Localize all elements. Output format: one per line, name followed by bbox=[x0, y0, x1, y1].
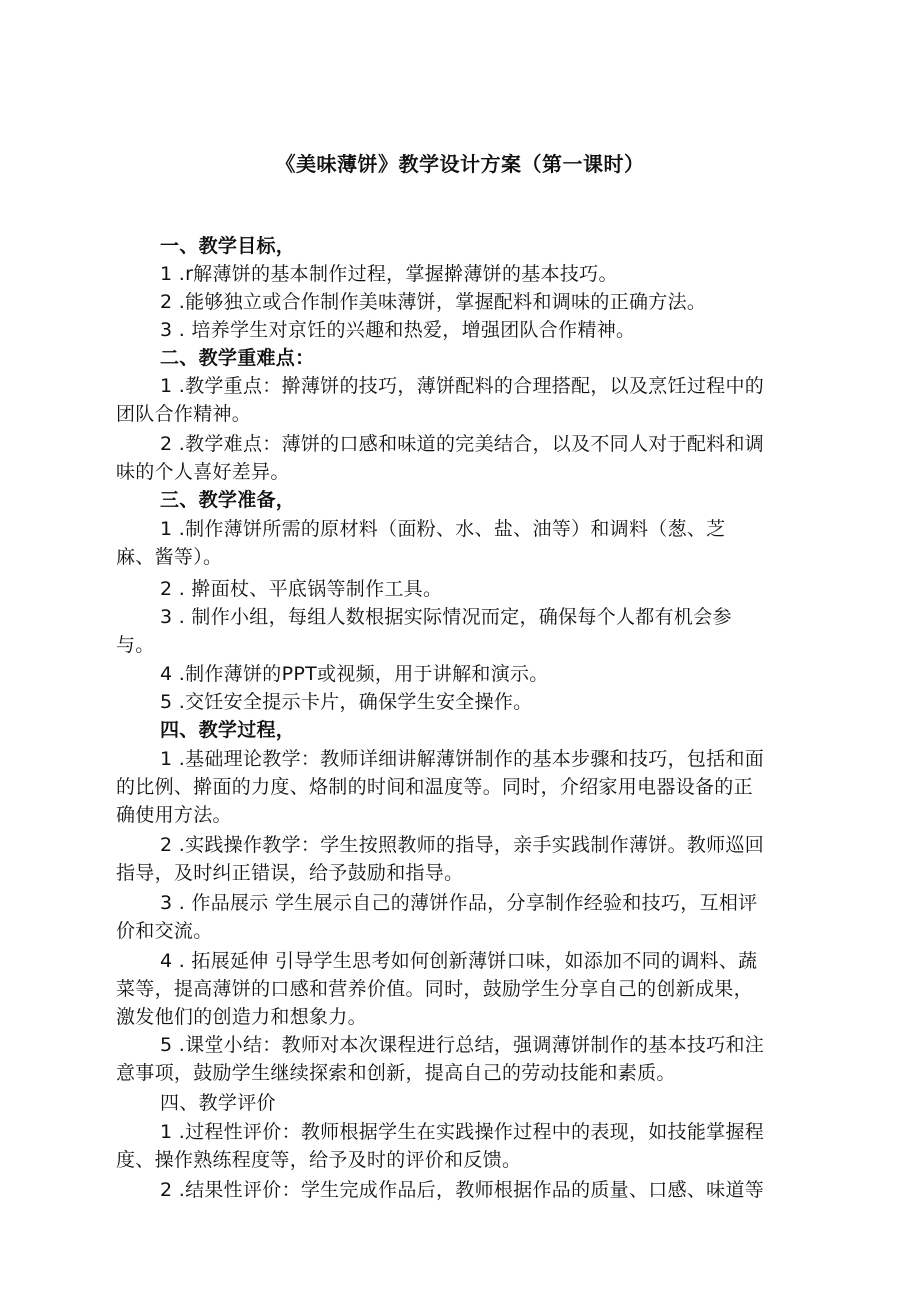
section-heading-preparation: 三、教学准备， bbox=[160, 489, 296, 511]
paragraph-line: 4 . 拓展延伸 引导学生思考如何创新薄饼口味，如添加不同的调料、蔬 bbox=[160, 950, 758, 972]
paragraph-line: 1 .基础理论教学：教师详细讲解薄饼制作的基本步骤和技巧，包括和面 bbox=[160, 748, 765, 770]
paragraph-line: 2 .教学难点：薄饼的口感和味道的完美结合，以及不同人对于配料和调 bbox=[160, 433, 765, 455]
paragraph-line: 的比例、擀面的力度、烙制的时间和温度等。同时，介绍家用电器设备的正 bbox=[116, 776, 753, 798]
paragraph-line: 1 .过程性评价：教师根据学生在实践操作过程中的表现，如技能掌握程 bbox=[160, 1121, 765, 1143]
paragraph-line: 意事项，鼓励学生继续探索和创新，提高自己的劳动技能和素质。 bbox=[116, 1062, 676, 1084]
paragraph-line: 2 .实践操作教学：学生按照教师的指导，亲手实践制作薄饼。教师巡回 bbox=[160, 834, 765, 856]
section-heading-key-points: 二、教学重难点： bbox=[160, 347, 315, 369]
paragraph-line: 菜等，提高薄饼的口感和营养价值。同时，鼓励学生分享自己的创新成果， bbox=[116, 978, 753, 1000]
paragraph-line: 味的个人喜好差异。 bbox=[116, 461, 290, 483]
paragraph-line: 激发他们的创造力和想象力。 bbox=[116, 1006, 367, 1028]
paragraph-line: 与。 bbox=[116, 634, 155, 656]
paragraph-line: 指导，及时纠正错误，给予鼓励和指导。 bbox=[116, 862, 464, 884]
paragraph-line: 度、操作熟练程度等，给予及时的评价和反馈。 bbox=[116, 1149, 522, 1171]
document-title: 《美味薄饼》教学设计方案（第一课时） bbox=[275, 152, 645, 176]
paragraph-line: 5 .交饪安全提示卡片，确保学生安全操作。 bbox=[160, 691, 533, 713]
paragraph-line: 2 . 擀面杖、平底锅等制作工具。 bbox=[160, 578, 443, 600]
section-heading-process: 四、教学过程， bbox=[160, 719, 296, 741]
paragraph-line: 2 .能够独立或合作制作美味薄饼，掌握配料和调味的正确方法。 bbox=[160, 291, 707, 313]
section-heading-objectives: 一、教学目标， bbox=[160, 235, 296, 257]
paragraph-line: 1 .教学重点：擀薄饼的技巧，薄饼配料的合理搭配，以及烹饪过程中的 bbox=[160, 375, 765, 397]
paragraph-line: 4 .制作薄饼的PPT或视频，用于讲解和演示。 bbox=[160, 663, 549, 685]
paragraph-line: 确使用方法。 bbox=[116, 804, 232, 826]
paragraph-line: 价和交流。 bbox=[116, 920, 213, 942]
paragraph-line: 团队合作精神。 bbox=[116, 403, 252, 425]
paragraph-line: 3 . 培养学生对京饪的兴趣和热爱，增强团队合作精神。 bbox=[160, 319, 636, 341]
paragraph-line: 麻、酱等）。 bbox=[116, 546, 223, 568]
paragraph-line: 1 .r解薄饼的基本制作过程，掌握擀薄饼的基本技巧。 bbox=[160, 263, 618, 285]
paragraph-line: 1 .制作薄饼所需的原材料（面粉、水、盐、油等）和调料（葱、芝 bbox=[160, 518, 726, 540]
section-heading-evaluation: 四、教学评价 bbox=[160, 1092, 276, 1114]
paragraph-line: 3 . 作品展示 学生展示自己的薄饼作品，分享制作经验和技巧，互相评 bbox=[160, 892, 758, 914]
paragraph-line: 2 .结果性评价：学生完成作品后，教师根据作品的质量、口感、味道等 bbox=[160, 1179, 765, 1201]
paragraph-line: 3 . 制作小组，每组人数根据实际情况而定，确保每个人都有机会参 bbox=[160, 606, 732, 628]
paragraph-line: 5 .课堂小结：教师对本次课程进行总结，强调薄饼制作的基本技巧和注 bbox=[160, 1034, 765, 1056]
